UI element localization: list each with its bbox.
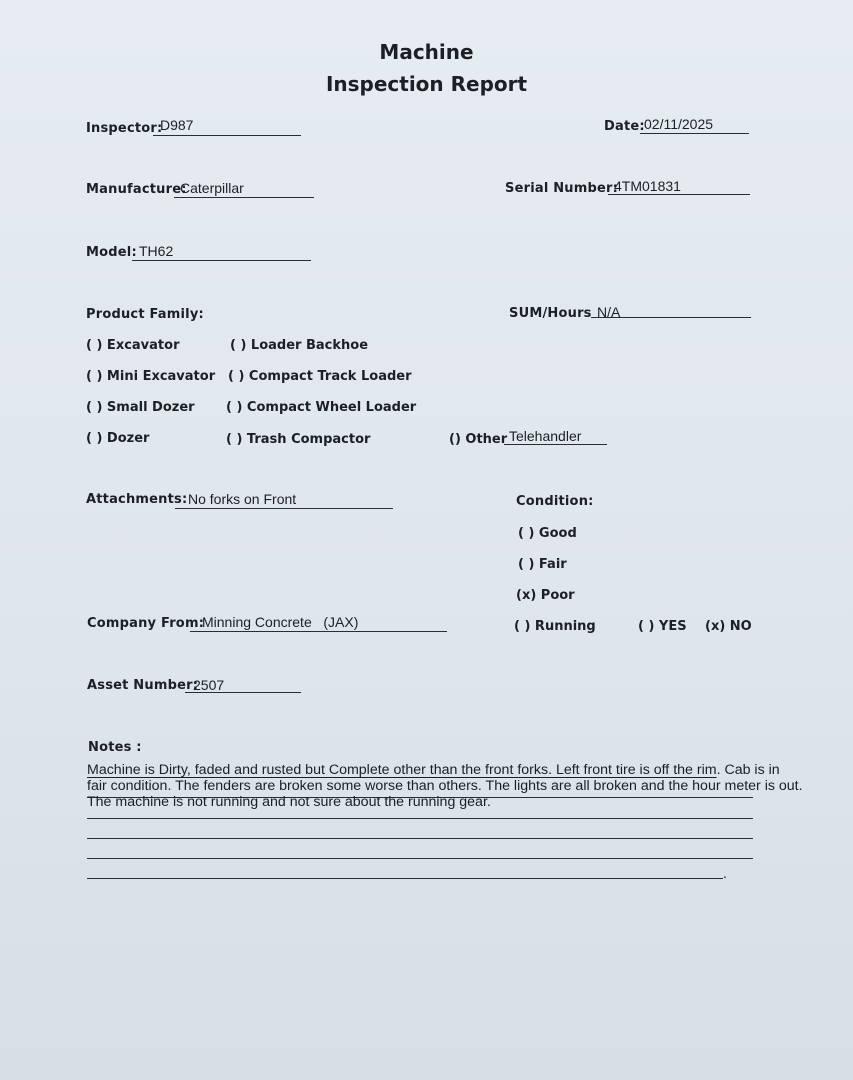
running-no[interactable]: (x) NO [705,619,752,634]
option-dozer[interactable]: ( ) Dozer [86,431,150,446]
option-loader-backhoe[interactable]: ( ) Loader Backhoe [230,338,369,353]
date-label: Date: [604,119,645,134]
product-family-label: Product Family: [86,307,204,322]
manufacture-underline [174,197,314,198]
condition-running[interactable]: ( ) Running [514,619,596,634]
option-compact-wheel-loader[interactable]: ( ) Compact Wheel Loader [226,400,417,415]
option-trash-compactor[interactable]: ( ) Trash Compactor [226,432,371,447]
sum-hours-label: SUM/Hours [509,306,592,321]
inspector-value[interactable]: D987 [160,117,194,133]
manufacture-label: Manufacture: [86,182,187,197]
model-label: Model: [86,245,137,260]
company-from-value[interactable]: Minning Concrete (JAX) [202,614,359,630]
other-underline [504,444,607,445]
notes-line-1-tail: . Cab is in [716,762,780,778]
notes-label: Notes : [88,740,142,755]
report-title-line1: Machine [379,40,474,64]
manufacture-value[interactable]: Caterpillar [180,180,244,196]
notes-rule-3 [87,838,753,839]
condition-poor[interactable]: (x) Poor [516,588,575,603]
inspector-underline [153,135,301,136]
option-small-dozer[interactable]: ( ) Small Dozer [86,400,195,415]
option-other[interactable]: () Other [449,432,508,447]
notes-line-3[interactable]: The machine is not running and not sure about the running gear. [87,794,491,810]
inspector-label: Inspector: [86,121,163,136]
model-underline [132,260,311,261]
asset-number-underline [185,692,301,693]
serial-label: Serial Number: [505,181,619,196]
other-value[interactable]: Telehandler [509,428,582,444]
company-from-underline [190,631,447,632]
notes-line-1[interactable] [87,762,780,778]
serial-value[interactable]: 4TM01831 [614,178,681,194]
running-yes[interactable]: ( ) YES [638,619,687,634]
option-mini-excavator[interactable]: ( ) Mini Excavator [86,369,216,384]
date-underline [640,133,749,134]
attachments-value[interactable]: No forks on Front [188,491,297,507]
notes-end-mark: . [723,866,727,882]
option-compact-track-loader[interactable]: ( ) Compact Track Loader [228,369,412,384]
notes-line-2[interactable]: fair condition. The fenders are broken some worse than others. The lights are all broken and the hour meter is out. [87,778,803,794]
asset-number-label: Asset Number: [87,678,199,693]
attachments-underline [175,508,393,509]
condition-label: Condition: [516,494,594,509]
date-value[interactable]: 02/11/2025 [644,116,714,132]
notes-rule-2 [87,818,753,819]
notes-rule-5 [87,878,723,879]
attachments-label: Attachments: [86,492,188,507]
sum-hours-value[interactable]: N/A [597,304,621,320]
option-excavator[interactable]: ( ) Excavator [86,338,180,353]
notes-line-1-underlined: Machine is Dirty, faded and rusted but Complete other than the front forks. Left front tire is off the rim [87,762,717,778]
condition-fair[interactable]: ( ) Fair [518,557,567,572]
model-value[interactable]: TH62 [139,243,174,259]
notes-rule-4 [87,858,753,859]
sum-hours-underline [591,317,751,318]
condition-good[interactable]: ( ) Good [518,526,577,541]
asset-number-value[interactable]: 2507 [193,677,225,693]
company-from-label: Company From: [87,616,205,631]
serial-underline [608,194,750,195]
report-title-line2: Inspection Report [325,72,528,96]
